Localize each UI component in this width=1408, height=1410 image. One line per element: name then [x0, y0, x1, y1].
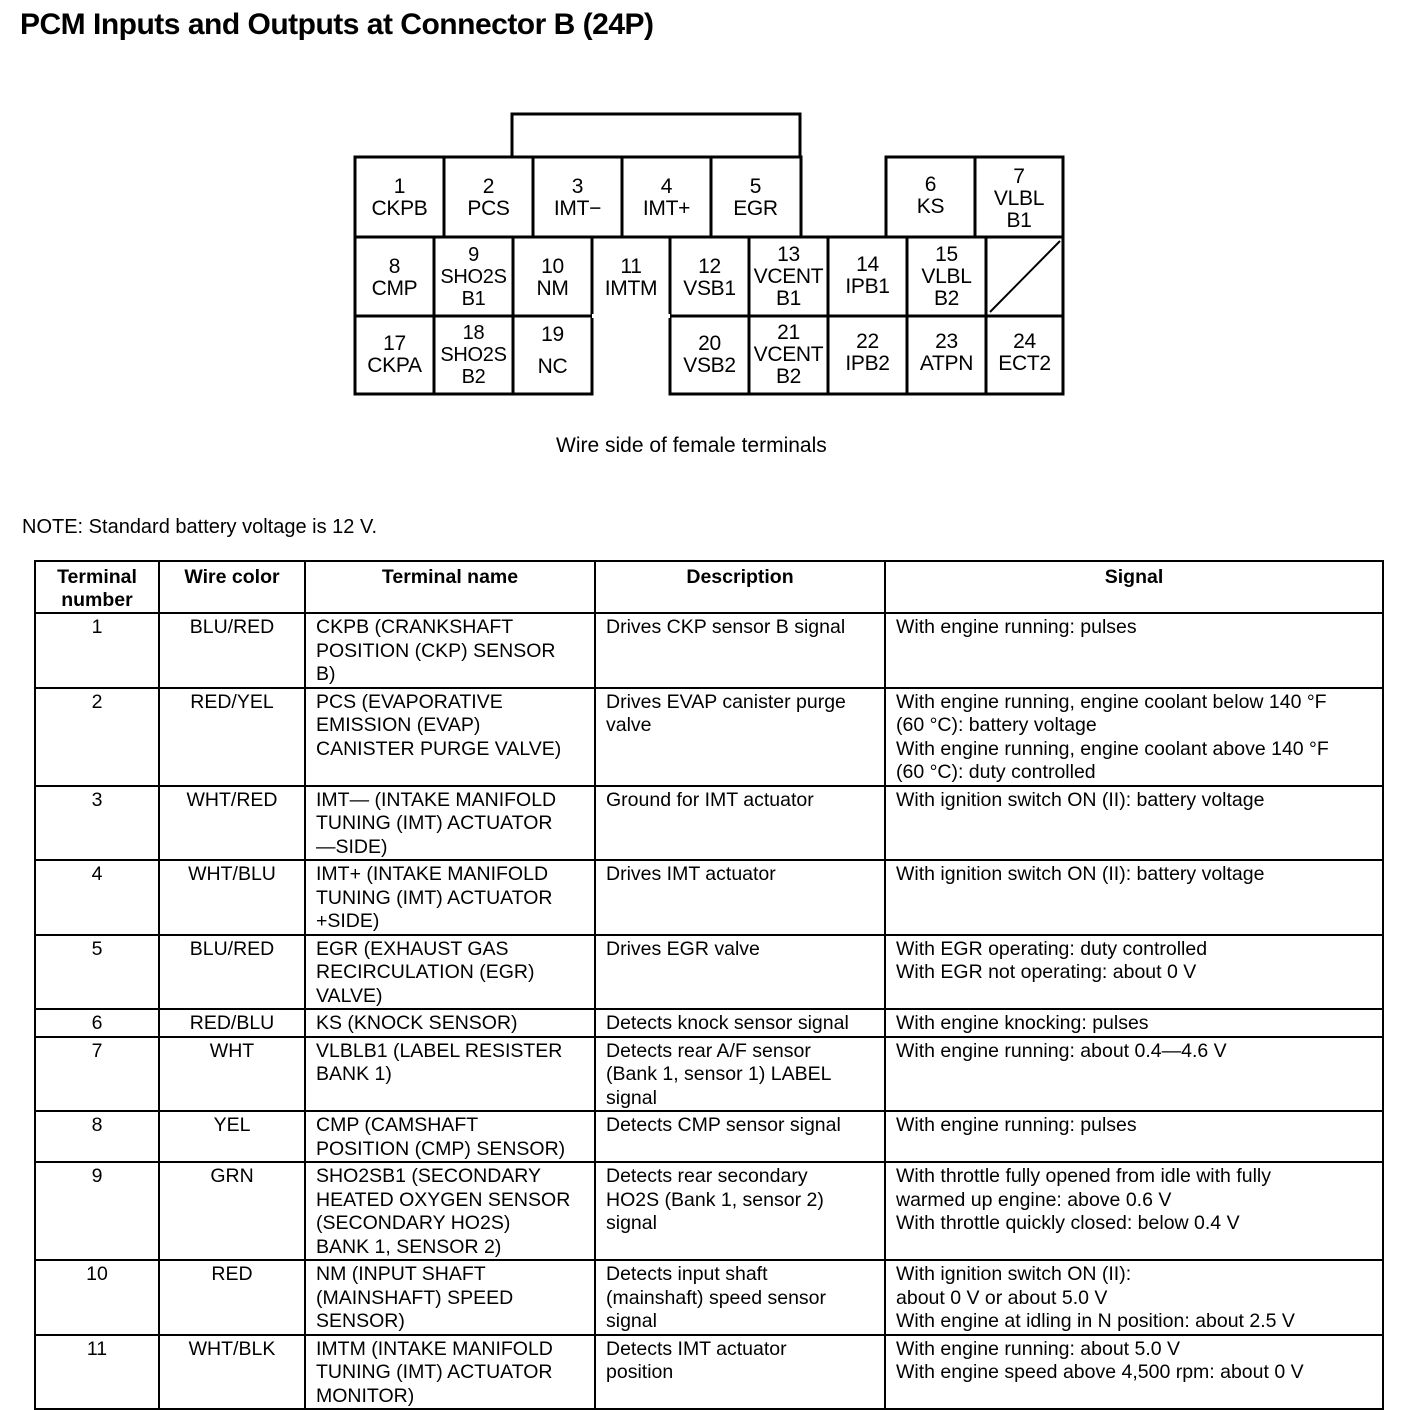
terminal-label: B1	[775, 287, 802, 310]
terminal-10	[513, 250, 592, 306]
signal-cell-line: (60 °C): battery voltage	[896, 714, 1097, 736]
terminal-21	[749, 319, 828, 391]
terminal-number: 20	[698, 332, 721, 355]
terminal-label: B2	[461, 366, 486, 388]
signal-cell-line: With engine running: about 0.4—4.6 V	[896, 1039, 1227, 1062]
terminal-label: SHO2S	[440, 266, 507, 288]
table-body	[35, 613, 1383, 1409]
terminal-number: 12	[698, 255, 721, 278]
terminal-number: 15	[935, 243, 958, 266]
terminal-name-cell-line: TUNING (IMT) ACTUATOR	[316, 886, 553, 909]
terminal-number-cell: 8	[35, 1111, 159, 1162]
wire-color-cell: WHT	[159, 1037, 305, 1112]
description-cell	[595, 1260, 885, 1335]
terminal-17	[355, 327, 434, 383]
description-cell-line: Detects rear A/F sensor	[606, 1039, 811, 1062]
terminal-name-cell-line: RECIRCULATION (EGR)	[316, 961, 535, 983]
signal-cell-line: With throttle fully opened from idle with fully	[896, 1165, 1271, 1187]
terminal-number-cell: 9	[35, 1162, 159, 1260]
description-cell-line: signal	[606, 1212, 657, 1234]
terminal-number-cell: 5	[35, 935, 159, 1010]
terminal-number: 4	[660, 175, 673, 198]
terminal-6	[886, 168, 975, 224]
terminal-name-cell-line: POSITION (CMP) SENSOR)	[316, 1137, 566, 1160]
description-cell-line: Detects input shaft	[606, 1263, 768, 1285]
terminal-18	[434, 319, 513, 391]
signal-cell-line: With EGR operating: duty controlled	[896, 937, 1208, 960]
terminal-number-cell: 11	[35, 1335, 159, 1410]
terminal-14	[828, 248, 907, 304]
terminal-number-cell: 4	[35, 860, 159, 935]
terminal-label: NM	[536, 277, 569, 300]
signal-cell	[885, 1260, 1383, 1335]
terminal-name-cell-line: +SIDE)	[316, 910, 380, 932]
wire-color-cell: WHT/BLU	[159, 860, 305, 935]
terminal-15	[907, 241, 986, 313]
signal-cell	[885, 935, 1383, 1010]
description-cell	[595, 786, 885, 861]
table-row	[35, 786, 1383, 861]
description-cell-line: Detects knock sensor signal	[606, 1012, 849, 1034]
terminal-name-cell-line: IMTM (INTAKE MANIFOLD	[316, 1337, 553, 1360]
terminal-name-cell-line: CMP (CAMSHAFT	[316, 1114, 479, 1136]
terminal-label: IMTM	[604, 277, 658, 300]
table-header-row	[35, 561, 1383, 613]
terminal-number: 1	[393, 175, 406, 198]
wire-color-cell: RED/BLU	[159, 1009, 305, 1037]
terminal-name-cell	[305, 786, 595, 861]
terminal-label: VCENT	[753, 265, 824, 288]
signal-cell-line: about 0 V or about 5.0 V	[896, 1286, 1108, 1309]
terminal-9	[434, 241, 513, 313]
wire-color-cell: RED/YEL	[159, 688, 305, 786]
terminal-2	[444, 170, 533, 226]
table-row	[35, 1111, 1383, 1162]
terminal-name-cell-line: NM (INPUT SHAFT	[316, 1263, 486, 1285]
description-cell-line: Detects CMP sensor signal	[606, 1114, 841, 1136]
terminal-number: 19	[541, 323, 564, 346]
signal-cell-line: With EGR not operating: about 0 V	[896, 961, 1197, 983]
description-cell	[595, 1335, 885, 1410]
description-cell-line: Detects rear secondary	[606, 1165, 808, 1187]
terminal-19	[513, 320, 592, 382]
table-row	[35, 1037, 1383, 1112]
signal-cell	[885, 1111, 1383, 1162]
terminal-label: CMP	[371, 277, 418, 300]
terminal-name-cell-line: BANK 1)	[316, 1063, 392, 1085]
terminal-name-cell-line: CANISTER PURGE VALVE)	[316, 737, 562, 760]
description-cell-line: HO2S (Bank 1, sensor 2)	[606, 1188, 824, 1211]
terminal-label: CKPA	[367, 354, 422, 377]
terminal-name-cell-line: (MAINSHAFT) SPEED	[316, 1286, 514, 1309]
connector-diagram	[0, 0, 1408, 480]
terminal-label: SHO2S	[440, 344, 507, 366]
terminal-number: 17	[383, 332, 406, 355]
signal-cell	[885, 688, 1383, 786]
terminal-label: ATPN	[919, 352, 974, 375]
terminal-label: ECT2	[998, 352, 1051, 375]
terminal-number: 2	[482, 175, 495, 198]
terminal-name-cell-line: VALVE)	[316, 984, 383, 1007]
terminal-label: B2	[775, 365, 802, 388]
terminal-number: 18	[462, 322, 485, 344]
terminal-number: 7	[1013, 165, 1025, 188]
terminal-name-cell-line: IMT— (INTAKE MANIFOLD	[316, 788, 557, 811]
signal-cell	[885, 1037, 1383, 1112]
terminal-label: B1	[1006, 209, 1032, 232]
terminal-name-cell-line: SENSOR)	[316, 1310, 405, 1332]
header-signal: Signal	[885, 561, 1383, 613]
terminal-name-cell-line: VLBLB1 (LABEL RESISTER	[316, 1039, 563, 1062]
signal-cell-line: With engine speed above 4,500 rpm: about 0 V	[896, 1361, 1304, 1383]
description-cell	[595, 613, 885, 688]
terminal-name-cell-line: POSITION (CKP) SENSOR	[316, 639, 556, 662]
description-cell	[595, 935, 885, 1010]
terminal-name-cell-line: HEATED OXYGEN SENSOR	[316, 1188, 571, 1211]
signal-cell-line: With throttle quickly closed: below 0.4 V	[896, 1212, 1240, 1234]
terminal-name-cell	[305, 1162, 595, 1260]
table-row	[35, 860, 1383, 935]
description-cell-line: Drives IMT actuator	[606, 863, 776, 885]
terminal-number: 11	[620, 255, 642, 278]
signal-cell	[885, 786, 1383, 861]
description-cell-line: Drives EGR valve	[606, 937, 760, 960]
terminal-number: 6	[924, 173, 937, 196]
terminal-label: B2	[933, 287, 960, 310]
terminal-name-cell-line: PCS (EVAPORATIVE	[316, 690, 503, 713]
terminal-name-cell-line: TUNING (IMT) ACTUATOR	[316, 812, 553, 834]
signal-cell-line: With engine running: pulses	[896, 616, 1137, 638]
terminal-name-cell-line: KS (KNOCK SENSOR)	[316, 1012, 518, 1034]
terminal-number: 22	[856, 330, 879, 353]
terminal-name-cell-line: —SIDE)	[316, 835, 388, 858]
header-description: Description	[595, 561, 885, 613]
wire-color-cell: BLU/RED	[159, 935, 305, 1010]
terminal-name-cell-line: IMT+ (INTAKE MANIFOLD	[316, 863, 549, 885]
terminal-label: CKPB	[371, 197, 428, 220]
terminal-number-cell: 6	[35, 1009, 159, 1037]
signal-cell-line: With engine running, engine coolant below 140 °F	[896, 690, 1327, 713]
terminal-7	[975, 163, 1063, 235]
terminal-name-cell-line: TUNING (IMT) ACTUATOR	[316, 1361, 553, 1383]
signal-cell-line: With engine running, engine coolant above 140 °F	[896, 737, 1329, 760]
terminal-name-cell-line: MONITOR)	[316, 1384, 415, 1407]
terminal-name-cell	[305, 1335, 595, 1410]
signal-cell	[885, 613, 1383, 688]
description-cell-line: (Bank 1, sensor 1) LABEL	[606, 1063, 832, 1085]
description-cell	[595, 1162, 885, 1260]
table-row	[35, 1162, 1383, 1260]
terminal-name-cell	[305, 688, 595, 786]
terminal-name-cell	[305, 860, 595, 935]
terminal-1	[355, 170, 444, 226]
signal-cell-line: With ignition switch ON (II): battery voltage	[896, 788, 1265, 811]
terminal-23	[907, 325, 986, 381]
terminal-name-cell-line: SHO2SB1 (SECONDARY	[316, 1165, 542, 1187]
terminal-label: PCS	[467, 197, 510, 220]
terminal-name-cell-line: CKPB (CRANKSHAFT	[316, 616, 514, 638]
description-cell	[595, 1037, 885, 1112]
table-row	[35, 688, 1383, 786]
terminal-number-cell: 1	[35, 613, 159, 688]
table-row	[35, 1335, 1383, 1410]
terminal-12	[670, 250, 749, 306]
signal-cell-line: With engine running: pulses	[896, 1114, 1137, 1136]
table-row	[35, 1009, 1383, 1037]
terminal-number: 3	[571, 175, 584, 198]
signal-cell	[885, 1162, 1383, 1260]
terminal-4	[622, 170, 711, 226]
terminal-name-cell	[305, 1009, 595, 1037]
terminal-11	[592, 250, 670, 306]
header-terminal-name: Terminal name	[305, 561, 595, 613]
terminal-label: VLBL	[993, 187, 1045, 210]
description-cell-line: Ground for IMT actuator	[606, 788, 814, 811]
terminal-3	[533, 170, 622, 226]
signal-cell	[885, 860, 1383, 935]
terminal-number-cell: 3	[35, 786, 159, 861]
terminal-name-cell	[305, 935, 595, 1010]
page-title: PCM Inputs and Outputs at Connector B (24P)	[20, 8, 654, 41]
terminal-24	[986, 325, 1063, 381]
terminal-number: 8	[388, 255, 401, 278]
terminal-label: VSB1	[683, 277, 736, 300]
terminal-label: VSB2	[683, 354, 736, 377]
terminal-number: 21	[777, 321, 800, 344]
terminal-name-cell-line: BANK 1, SENSOR 2)	[316, 1235, 502, 1258]
terminal-table	[34, 560, 1384, 1410]
header-terminal-number: Terminal number	[35, 561, 159, 613]
terminal-number-cell: 7	[35, 1037, 159, 1112]
description-cell-line: (mainshaft) speed sensor	[606, 1286, 827, 1309]
description-cell	[595, 860, 885, 935]
terminal-number-cell: 2	[35, 688, 159, 786]
terminal-name-cell	[305, 1037, 595, 1112]
description-cell-line: valve	[606, 714, 652, 736]
signal-cell	[885, 1009, 1383, 1037]
terminal-label: EGR	[733, 197, 778, 220]
description-cell-line: Detects IMT actuator	[606, 1337, 787, 1360]
signal-cell-line: With ignition switch ON (II): battery voltage	[896, 863, 1265, 885]
terminal-13	[749, 241, 828, 313]
terminal-name-cell-line: EGR (EXHAUST GAS	[316, 937, 509, 960]
signal-cell-line: warmed up engine: above 0.6 V	[896, 1188, 1172, 1211]
description-cell-line: signal	[606, 1310, 657, 1332]
signal-cell-line: (60 °C): duty controlled	[896, 761, 1096, 783]
description-cell-line: signal	[606, 1086, 657, 1109]
wire-color-cell: GRN	[159, 1162, 305, 1260]
table-row	[35, 613, 1383, 688]
description-cell-line: Drives CKP sensor B signal	[606, 616, 846, 638]
terminal-label: B1	[461, 288, 486, 310]
header-wire-color: Wire color	[159, 561, 305, 613]
terminal-number-cell: 10	[35, 1260, 159, 1335]
terminal-8	[355, 250, 434, 306]
terminal-number: 14	[856, 253, 879, 276]
signal-cell-line: With engine knocking: pulses	[896, 1012, 1149, 1034]
terminal-label: IPB2	[845, 352, 890, 375]
terminal-name-cell-line: (SECONDARY HO2S)	[316, 1212, 511, 1234]
description-cell-line: Drives EVAP canister purge	[606, 690, 846, 713]
signal-cell-line: With engine running: about 5.0 V	[896, 1337, 1181, 1360]
terminal-name-cell	[305, 1260, 595, 1335]
terminal-name-cell-line: EMISSION (EVAP)	[316, 714, 481, 736]
terminal-name-cell-line: B)	[316, 663, 336, 685]
table-row	[35, 1260, 1383, 1335]
diagram-caption: Wire side of female terminals	[556, 434, 827, 457]
wire-color-cell: RED	[159, 1260, 305, 1335]
wire-color-cell: WHT/BLK	[159, 1335, 305, 1410]
terminal-number: 9	[468, 244, 479, 266]
terminal-label: IMT+	[642, 197, 691, 220]
terminal-label: IPB1	[845, 275, 890, 298]
wire-color-cell: WHT/RED	[159, 786, 305, 861]
note-text: NOTE: Standard battery voltage is 12 V.	[22, 516, 378, 538]
terminal-number: 13	[777, 243, 800, 266]
terminal-number: 23	[935, 330, 958, 353]
terminal-number: 5	[749, 175, 762, 198]
terminal-label: IMT−	[553, 197, 602, 220]
terminal-20	[670, 327, 749, 383]
wire-color-cell: BLU/RED	[159, 613, 305, 688]
wire-color-cell: YEL	[159, 1111, 305, 1162]
terminal-label: NC	[537, 355, 568, 378]
terminal-label: KS	[916, 195, 945, 218]
description-cell	[595, 688, 885, 786]
terminal-label: VCENT	[753, 343, 824, 366]
description-cell	[595, 1111, 885, 1162]
terminal-name-cell	[305, 1111, 595, 1162]
terminal-number: 10	[541, 255, 564, 278]
table-row	[35, 935, 1383, 1010]
terminal-label: VLBL	[921, 265, 972, 288]
description-cell	[595, 1009, 885, 1037]
terminal-5	[711, 170, 800, 226]
connector-outline	[0, 0, 1408, 480]
description-cell-line: position	[606, 1361, 674, 1383]
terminal-22	[828, 325, 907, 381]
signal-cell-line: With engine at idling in N position: about 2.5 V	[896, 1310, 1295, 1332]
terminal-name-cell	[305, 613, 595, 688]
terminal-number: 24	[1013, 330, 1036, 353]
signal-cell	[885, 1335, 1383, 1410]
signal-cell-line: With ignition switch ON (II):	[896, 1263, 1132, 1285]
